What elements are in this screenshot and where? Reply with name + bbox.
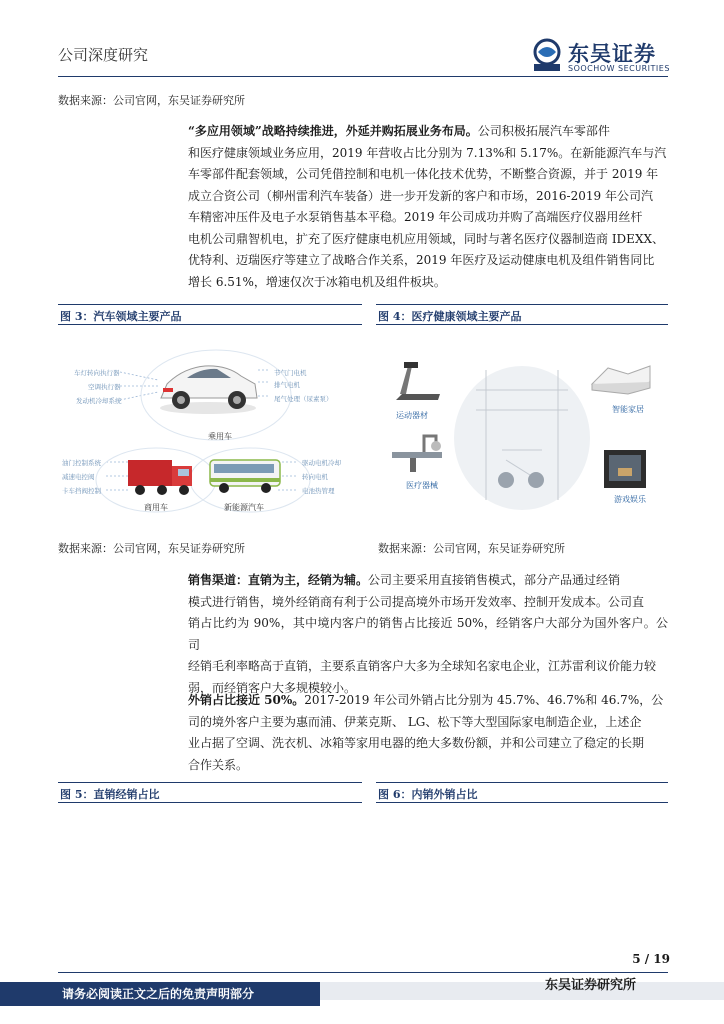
caption-ac-actuator: 空调执行器 xyxy=(88,383,121,391)
company-logo xyxy=(530,38,680,74)
paragraph-line: 业占据了空调、洗衣机、冰箱等家用电器的绝大多数份额，并和公司建立了稳定的长期 xyxy=(188,736,645,750)
caption-passenger-car: 乘用车 xyxy=(208,432,232,441)
connector-lines-icon xyxy=(58,330,362,530)
footer-divider xyxy=(58,972,668,973)
figure-4-title: 图 4：医疗健康领域主要产品 xyxy=(378,310,522,323)
paragraph-line: 合作关系。 xyxy=(188,757,249,772)
source-note-top: 数据来源：公司官网，东吴证券研究所 xyxy=(58,94,245,107)
caption-exhaust-motor: 排气电机 xyxy=(274,381,300,389)
caption-medical-equipment: 医疗器械 xyxy=(406,481,438,490)
caption-throttle-motor: 节气门电机 xyxy=(274,369,307,377)
paragraph-line: 公司主要采用直接销售模式，部分产品通过经销 xyxy=(368,573,621,587)
caption-new-energy-vehicle: 新能源汽车 xyxy=(224,503,264,512)
treadmill-icon xyxy=(390,360,444,408)
caption-throttle-control: 油门控制系统 xyxy=(62,459,101,467)
electric-bus-icon xyxy=(208,456,284,496)
source-note-figure-3: 数据来源：公司官网，东吴证券研究所 xyxy=(58,542,245,555)
medical-device-icon xyxy=(388,432,446,474)
paragraph-line: 电机公司鼎智机电，扩充了医疗健康电机应用领域，同时与著名医疗仪器制造商 IDEXX、 xyxy=(188,231,665,246)
paragraph-line: 弱，而经销客户大多规模较小。 xyxy=(188,680,357,695)
caption-reducer-valve: 减速电控阀 xyxy=(62,473,95,481)
caption-engine-cooling: 发动机冷却系统 xyxy=(76,397,122,405)
caption-steering-motor: 转向电机 xyxy=(302,473,328,481)
figure-3-title: 图 3：汽车领域主要产品 xyxy=(60,310,182,323)
paragraph-multi-application xyxy=(188,121,668,293)
figure-4-medical-products xyxy=(376,330,668,530)
figure-6-title-bar xyxy=(376,782,668,803)
paragraph-line: 公司积极拓展汽车零部件 xyxy=(477,124,610,138)
footer-disclaimer: 请务必阅读正文之后的免责声明部分 xyxy=(62,987,255,1001)
report-type-title: 公司深度研究 xyxy=(58,46,149,64)
paragraph-sales-channel xyxy=(188,570,668,699)
paragraph-lead-bold: 销售渠道：直销为主，经销为辅。 xyxy=(188,573,369,587)
header-divider xyxy=(58,76,668,77)
paragraph-line: 车精密冲压件及电子水泵销售基本平稳。2019 年公司成功并购了高端医疗仪器用丝杆 xyxy=(188,210,643,224)
caption-commercial-vehicle: 商用车 xyxy=(144,503,168,512)
paragraph-line: 优特利、迈瑞医疗等建立了战略合作关系，2019 年医疗及运动健康电机及组件销售同比 xyxy=(188,253,655,267)
figure-5-title-bar xyxy=(58,782,362,803)
page-number: 5 / 19 xyxy=(632,952,670,966)
caption-headlight-actuator: 车灯转向执行器 xyxy=(74,369,120,377)
paragraph-lead-bold: 外销占比接近 50%。 xyxy=(188,693,305,707)
paragraph-line: 司的境外客户主要为惠而浦、伊莱克斯、 LG、松下等大型国际家电制造企业，上述企 xyxy=(188,714,642,729)
paragraph-lead-bold: “多应用领域”战略持续推进，外延并购拓展业务布局。 xyxy=(188,124,478,138)
paragraph-line: 销占比约为 90%，其中境内客户的销售占比接近 50%，经销客户大部分为国外客户。公司 xyxy=(188,616,668,652)
caption-drive-motor-cooling: 驱动电机冷却 xyxy=(302,459,341,467)
logo-chinese-name: 东吴证券 xyxy=(568,42,656,66)
caption-sports-equipment: 运动器材 xyxy=(396,411,428,420)
caption-battery-thermal: 电池热管理 xyxy=(302,487,335,495)
paragraph-line: 成立合资公司（柳州雷利汽车装备）进一步开发新的客户和市场，2016-2019 年公司汽 xyxy=(188,188,653,203)
paragraph-line: 2017-2019 年公司外销占比分别为 45.7%、46.7%和 46.7%，公 xyxy=(304,693,664,707)
smart-bed-icon xyxy=(588,360,654,396)
caption-urea-pump: 尾气处理（尿素泵） xyxy=(274,395,333,403)
source-note-figure-4: 数据来源：公司官网，东吴证券研究所 xyxy=(378,542,565,555)
paragraph-line: 车零部件配套领域，公司凭借控制和电机一体化技术优势，不断整合资源，并于 2019 年 xyxy=(188,167,659,181)
figure-4-title-bar xyxy=(376,304,668,325)
figure-3-title-bar xyxy=(58,304,362,325)
paragraph-line: 增长 6.51%，增速仅次于冰箱电机及组件板块。 xyxy=(188,274,446,289)
3d-printer-icon xyxy=(600,446,650,492)
paragraph-export-share xyxy=(188,690,668,776)
truck-icon xyxy=(126,454,196,498)
caption-gaming-entertainment: 游戏娱乐 xyxy=(614,495,646,504)
figure-6-title: 图 6：内销外销占比 xyxy=(378,788,478,801)
figure-5-title: 图 5：直销经销占比 xyxy=(60,788,160,801)
caption-truck-valve-control: 卡车挡阀控制 xyxy=(62,487,101,495)
caption-smart-home: 智能家居 xyxy=(612,405,644,414)
scs-logo-icon xyxy=(530,38,564,72)
footer-firm-name: 东吴证券研究所 xyxy=(545,978,637,993)
figure-3-automotive-products xyxy=(58,330,362,530)
logo-english-name: SOOCHOW SECURITIES xyxy=(568,64,670,73)
paragraph-line: 和医疗健康领域业务应用，2019 年营收占比分别为 7.13%和 5.17%。在新能源汽车与汽 xyxy=(188,145,667,160)
paragraph-line: 经销毛利率略高于直销，主要系直销客户大多为全球知名家电企业，江苏雷利议价能力较 xyxy=(188,659,657,673)
paragraph-line: 模式进行销售，境外经销商有利于公司提高境外市场开发效率、控制开发成本。公司直 xyxy=(188,594,645,609)
